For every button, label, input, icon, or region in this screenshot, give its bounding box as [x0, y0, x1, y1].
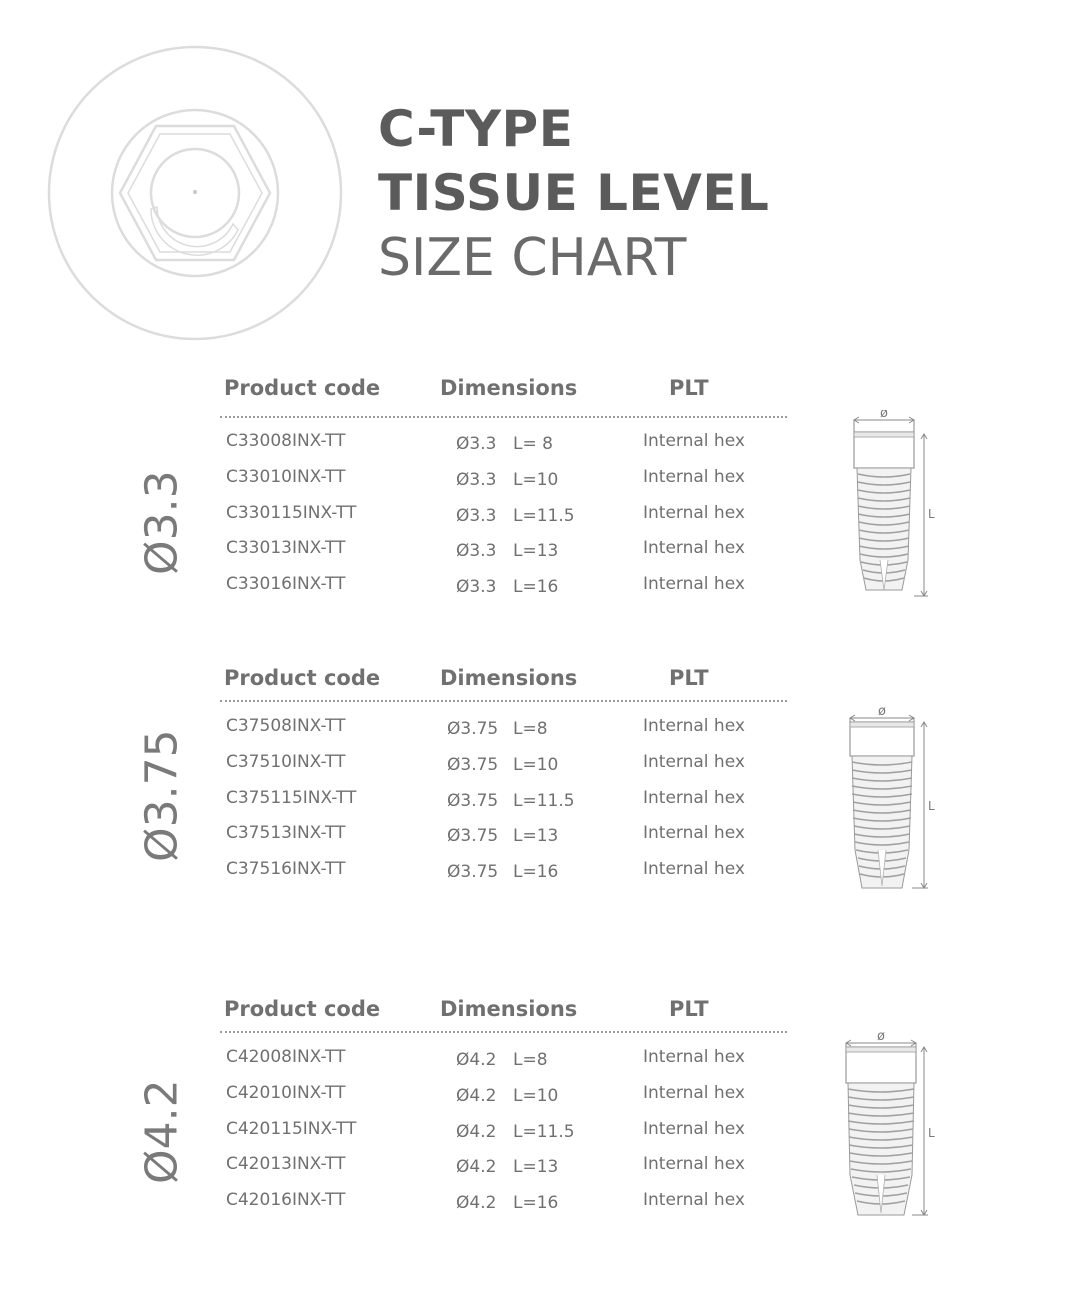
header-divider — [220, 416, 787, 418]
length-value: L=10 — [513, 754, 559, 775]
diameter-value: Ø3.75 — [447, 826, 499, 847]
diameter-label: ø — [880, 410, 888, 421]
product-code: C420115INX-TT — [226, 1118, 357, 1139]
product-code: C37513INX-TT — [226, 823, 346, 844]
diameter-value: Ø3.75 — [447, 719, 499, 739]
diameter-value: Ø3.3 — [456, 541, 497, 562]
table-row — [0, 467, 800, 503]
table-row — [0, 788, 800, 824]
size-section-3-75 — [0, 666, 1080, 906]
length-value: L=16 — [513, 1193, 559, 1214]
product-code: C42013INX-TT — [226, 1154, 346, 1175]
length-value: L=13 — [513, 541, 559, 562]
product-code: C33010INX-TT — [226, 466, 346, 487]
title-line-tissue-level: TISSUE LEVEL — [378, 164, 770, 222]
column-header-dimensions: Dimensions — [440, 997, 578, 1021]
product-code: C33008INX-TT — [226, 431, 346, 451]
diameter-value: Ø4.2 — [456, 1121, 497, 1142]
table-row — [0, 1119, 800, 1155]
table-row — [0, 574, 800, 610]
length-value: L=8 — [513, 1050, 548, 1070]
product-list — [0, 1047, 800, 1226]
plt-value: Internal hex — [643, 466, 745, 487]
length-value: L=16 — [513, 577, 559, 598]
section-diameter-label: Ø4.2 — [136, 1079, 188, 1185]
diameter-value: Ø4.2 — [456, 1050, 497, 1070]
header-divider — [220, 700, 787, 702]
plt-value: Internal hex — [643, 1154, 745, 1175]
column-header-product-code: Product code — [224, 997, 381, 1021]
plt-value: Internal hex — [643, 538, 745, 559]
product-code: C42016INX-TT — [226, 1190, 346, 1211]
diameter-label: ø — [878, 704, 886, 719]
length-value: L=11.5 — [513, 505, 575, 526]
diameter-value: Ø3.75 — [447, 754, 499, 775]
plt-value: Internal hex — [643, 859, 745, 880]
table-row — [0, 823, 800, 859]
length-value: L= 8 — [513, 434, 553, 454]
table-row — [0, 859, 800, 895]
length-value: L=8 — [513, 719, 548, 739]
table-row — [0, 538, 800, 574]
diameter-value: Ø3.3 — [456, 505, 497, 526]
product-code: C330115INX-TT — [226, 502, 357, 523]
column-header-dimensions: Dimensions — [440, 666, 578, 690]
plt-value: Internal hex — [643, 787, 745, 808]
length-value: L=10 — [513, 469, 559, 490]
product-code: C33016INX-TT — [226, 574, 346, 595]
plt-value: Internal hex — [643, 751, 745, 772]
product-code: C375115INX-TT — [226, 787, 357, 808]
product-code: C33013INX-TT — [226, 538, 346, 559]
product-list — [0, 716, 800, 895]
product-code: C42008INX-TT — [226, 1047, 346, 1067]
diameter-value: Ø4.2 — [456, 1157, 497, 1178]
diameter-value: Ø3.75 — [447, 790, 499, 811]
size-section-3-3 — [0, 376, 1080, 616]
column-header-plt: PLT — [669, 376, 709, 400]
diameter-value: Ø3.3 — [456, 469, 497, 490]
product-code: C37516INX-TT — [226, 859, 346, 880]
length-label: L — [928, 1126, 935, 1140]
plt-value: Internal hex — [643, 431, 745, 451]
length-value: L=13 — [513, 826, 559, 847]
table-row — [0, 503, 800, 539]
length-value: L=13 — [513, 1157, 559, 1178]
table-row — [0, 716, 800, 752]
length-value: L=10 — [513, 1085, 559, 1106]
implant-diagram — [840, 700, 950, 900]
product-code: C37510INX-TT — [226, 751, 346, 772]
length-value: L=11.5 — [513, 790, 575, 811]
column-header-product-code: Product code — [224, 666, 381, 690]
implant-diagram — [840, 410, 950, 610]
product-code: C42010INX-TT — [226, 1082, 346, 1103]
product-code: C37508INX-TT — [226, 716, 346, 736]
size-section-4-2 — [0, 997, 1080, 1237]
brand-logo — [46, 44, 344, 346]
header-divider — [220, 1031, 787, 1033]
section-diameter-label: Ø3.75 — [136, 729, 188, 863]
diameter-value: Ø3.75 — [447, 862, 499, 883]
length-value: L=16 — [513, 862, 559, 883]
column-header-dimensions: Dimensions — [440, 376, 578, 400]
table-row — [0, 431, 800, 467]
plt-value: Internal hex — [643, 716, 745, 736]
column-header-plt: PLT — [669, 997, 709, 1021]
diameter-value: Ø3.3 — [456, 577, 497, 598]
length-label: L — [928, 507, 935, 521]
plt-value: Internal hex — [643, 502, 745, 523]
plt-value: Internal hex — [643, 1118, 745, 1139]
table-row — [0, 1083, 800, 1119]
plt-value: Internal hex — [643, 1190, 745, 1211]
plt-value: Internal hex — [643, 574, 745, 595]
section-diameter-label: Ø3.3 — [136, 470, 188, 576]
diameter-value: Ø4.2 — [456, 1193, 497, 1214]
title-line-size-chart: SIZE CHART — [378, 228, 687, 288]
diameter-value: Ø4.2 — [456, 1085, 497, 1106]
column-header-product-code: Product code — [224, 376, 381, 400]
table-row — [0, 1190, 800, 1226]
plt-value: Internal hex — [643, 823, 745, 844]
product-list — [0, 431, 800, 610]
plt-value: Internal hex — [643, 1047, 745, 1067]
diameter-label: ø — [877, 1029, 885, 1044]
length-label: L — [928, 799, 935, 813]
table-row — [0, 752, 800, 788]
column-header-plt: PLT — [669, 666, 709, 690]
title-line-ctype: C-TYPE — [378, 100, 574, 158]
length-value: L=11.5 — [513, 1121, 575, 1142]
plt-value: Internal hex — [643, 1082, 745, 1103]
table-row — [0, 1047, 800, 1083]
implant-diagram — [840, 1025, 950, 1225]
table-row — [0, 1154, 800, 1190]
diameter-value: Ø3.3 — [456, 434, 497, 454]
